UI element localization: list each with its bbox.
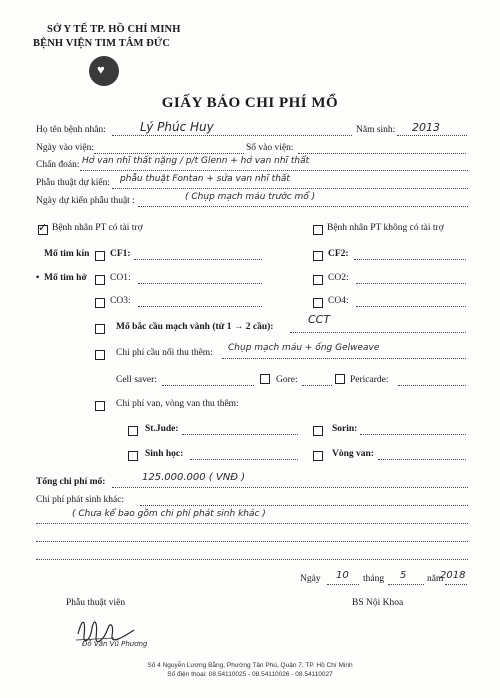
extra-value: ( Chưa kể bao gồm chi phí phát sinh khác ) bbox=[72, 509, 266, 519]
cabg-checkbox[interactable] bbox=[95, 324, 105, 334]
diagnosis-label: Chẩn đoán: bbox=[36, 160, 80, 170]
planned-date-value: ( Chụp mạch máu trước mổ ) bbox=[185, 192, 316, 202]
open-heart-bullet: • bbox=[36, 273, 40, 283]
co1-checkbox[interactable] bbox=[95, 275, 105, 285]
not-sponsored-checkbox[interactable] bbox=[313, 225, 323, 235]
co3-label: CO3: bbox=[110, 296, 131, 306]
total-value: 125.000.000 ( VNĐ ) bbox=[142, 472, 246, 483]
cabg-label: Mổ bắc cầu mạch vành (từ 1 → 2 cầu): bbox=[116, 322, 274, 332]
co1-label: CO1: bbox=[110, 273, 131, 283]
doctor-label: BS Nội Khoa bbox=[352, 598, 404, 608]
pericarde-checkbox[interactable] bbox=[335, 374, 345, 384]
valve-label: Chi phí van, vòng van thu thêm: bbox=[116, 399, 239, 409]
st-jude-label: St.Jude: bbox=[145, 424, 179, 434]
day-value: 10 bbox=[336, 570, 349, 581]
bypass-checkbox[interactable] bbox=[95, 350, 105, 360]
birth-year-label: Năm sinh: bbox=[356, 125, 396, 135]
co3-checkbox[interactable] bbox=[95, 298, 105, 308]
pericarde-label: Pericarde: bbox=[350, 375, 389, 385]
planned-surgery-label: Phẫu thuật dự kiến: bbox=[36, 178, 111, 188]
dept-name: SỞ Y TẾ TP. HỒ CHÍ MINH bbox=[47, 24, 181, 35]
sorin-label: Sorin: bbox=[332, 424, 358, 434]
co2-label: CO2: bbox=[328, 273, 349, 283]
bypass-label: Chi phí cầu nối thu thêm: bbox=[116, 348, 213, 358]
not-sponsored-label: Bệnh nhân PT không có tài trợ bbox=[327, 223, 444, 233]
hospital-name: BỆNH VIỆN TIM TÂM ĐỨC bbox=[33, 38, 171, 49]
open-heart-label: Mổ tim hở bbox=[44, 273, 87, 283]
birth-year-value: 2013 bbox=[412, 121, 440, 134]
gore-label: Gore: bbox=[276, 375, 298, 385]
extra-label: Chi phí phát sinh khác: bbox=[36, 495, 125, 505]
surgeon-label: Phẫu thuật viên bbox=[66, 598, 126, 608]
sinh-hoc-checkbox[interactable] bbox=[128, 451, 138, 461]
cf2-label: CF2: bbox=[328, 249, 349, 259]
sorin-checkbox[interactable] bbox=[313, 426, 323, 436]
cell-saver-label: Cell saver: bbox=[116, 375, 157, 385]
cf1-checkbox[interactable] bbox=[95, 251, 105, 261]
year-value: 2018 bbox=[440, 570, 466, 581]
cf2-checkbox[interactable] bbox=[313, 251, 323, 261]
month-label: tháng bbox=[363, 574, 385, 584]
sponsored-checkbox[interactable] bbox=[38, 225, 48, 235]
month-value: 5 bbox=[400, 570, 407, 581]
valve-checkbox[interactable] bbox=[95, 401, 105, 411]
diagnosis-value: Hở van nhĩ thất nặng / p/t Glenn + hở van nhĩ thất bbox=[82, 156, 310, 166]
total-label: Tổng chi phí mổ: bbox=[36, 477, 106, 487]
admission-no-label: Số vào viện: bbox=[246, 143, 294, 153]
bypass-value: Chụp mạch máu + ống Gelweave bbox=[228, 343, 380, 353]
footer-phone: Số điện thoại: 08.54110025 - 08.54110026 - 08.54110027 bbox=[167, 671, 333, 678]
patient-name-label: Họ tên bệnh nhân: bbox=[36, 125, 106, 135]
closed-heart-label: Mổ tim kín bbox=[44, 249, 90, 259]
footer-address: Số 4 Nguyễn Lương Bằng, Phường Tân Phú, Quận 7, TP. Hồ Chí Minh bbox=[147, 662, 353, 669]
planned-date-label: Ngày dự kiến phẫu thuật : bbox=[36, 196, 135, 206]
sponsored-label: Bệnh nhân PT có tài trợ bbox=[52, 223, 143, 233]
surgeon-name: Đỗ Văn Vũ Phương bbox=[82, 640, 148, 648]
planned-surgery-value: phẫu thuật Fontan + sửa van nhĩ thất bbox=[120, 174, 290, 184]
patient-name-value: Lý Phúc Huy bbox=[140, 120, 214, 134]
admission-date-label: Ngày vào viện: bbox=[36, 143, 95, 153]
sinh-hoc-label: Sinh học: bbox=[145, 449, 184, 459]
co2-checkbox[interactable] bbox=[313, 275, 323, 285]
st-jude-checkbox[interactable] bbox=[128, 426, 138, 436]
day-label: Ngày bbox=[300, 574, 321, 584]
co4-checkbox[interactable] bbox=[313, 298, 323, 308]
vong-van-checkbox[interactable] bbox=[313, 451, 323, 461]
page-title: GIẤY BÁO CHI PHÍ MỔ bbox=[161, 95, 339, 111]
cf1-label: CF1: bbox=[110, 249, 131, 259]
co4-label: CO4: bbox=[328, 296, 349, 306]
cabg-value: CCT bbox=[308, 313, 331, 326]
gore-checkbox[interactable] bbox=[260, 374, 270, 384]
year-label: năm bbox=[427, 574, 444, 584]
vong-van-label: Vòng van: bbox=[332, 449, 374, 459]
heart-logo-icon: ♥ bbox=[89, 56, 119, 86]
